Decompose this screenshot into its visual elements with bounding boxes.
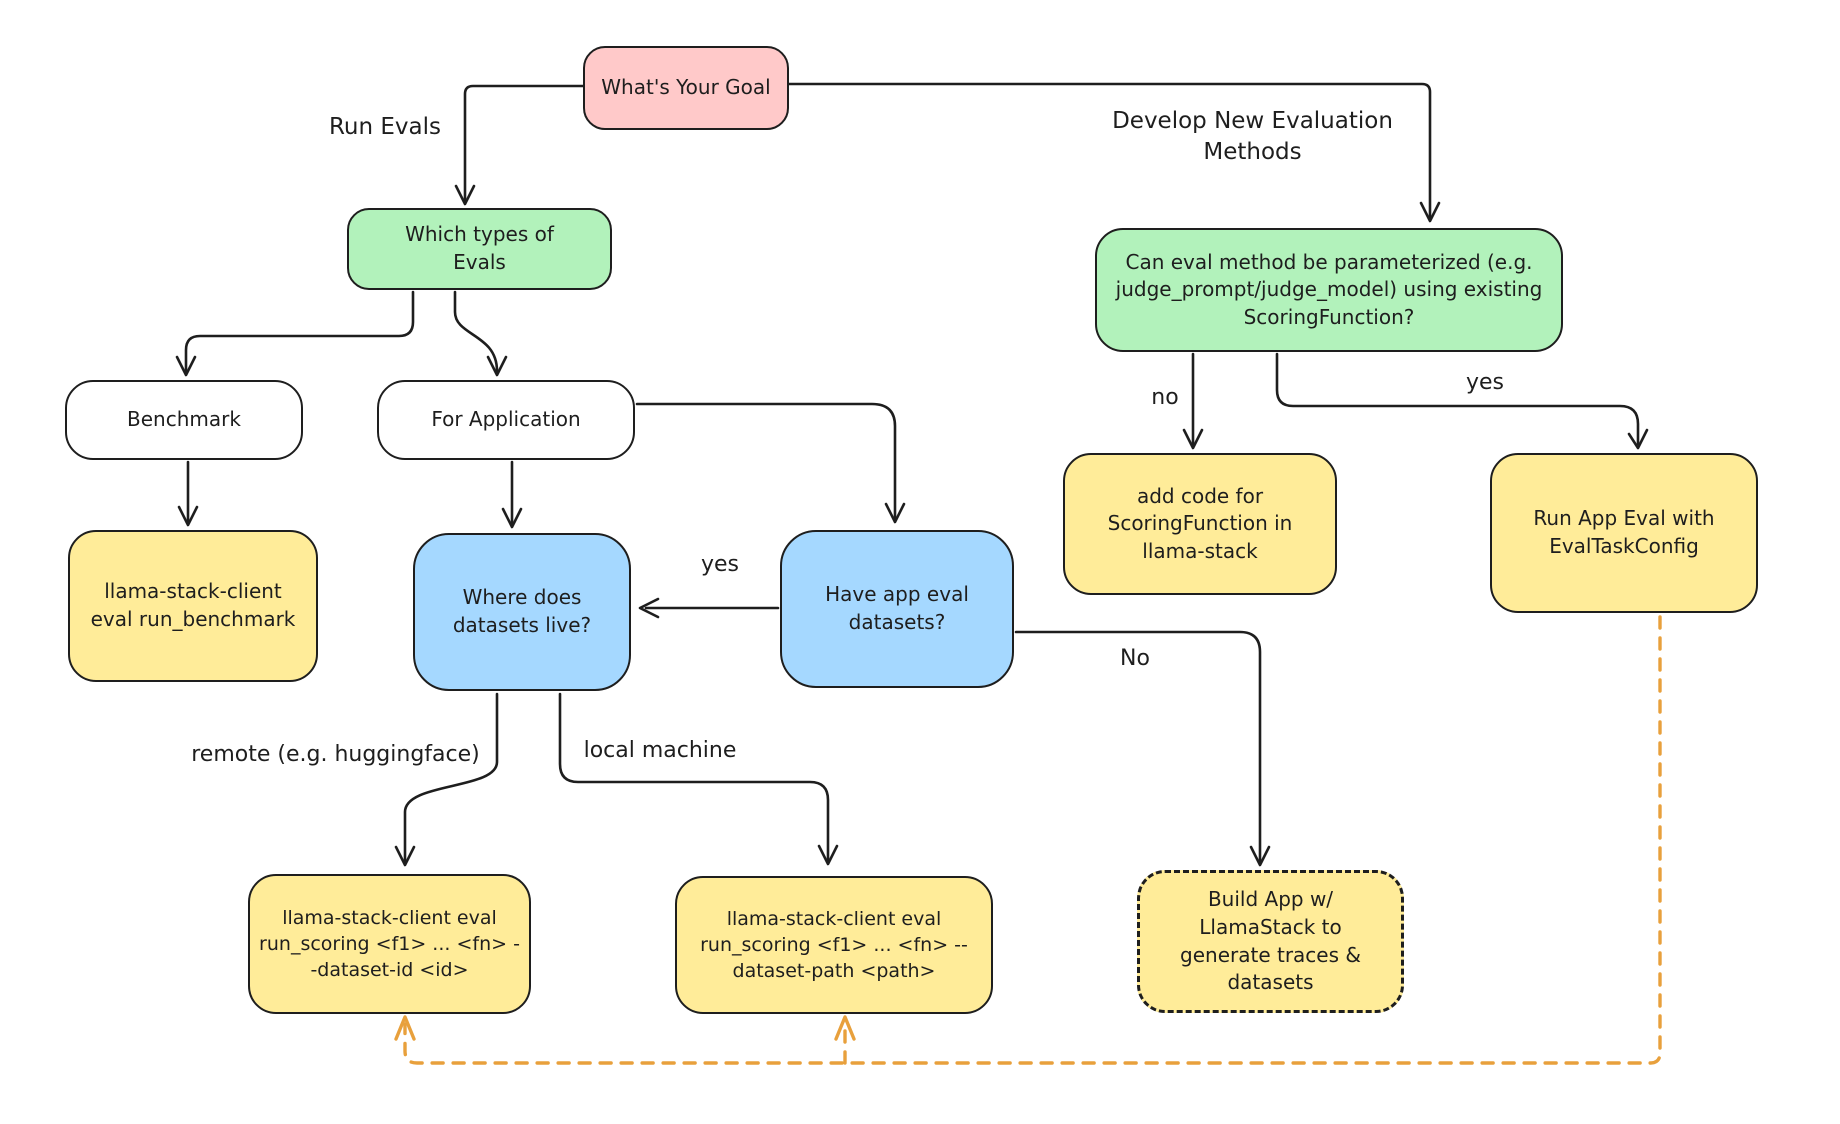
node-run-benchmark-command: llama-stack-client eval run_benchmark — [68, 530, 318, 682]
edge-label-yes-have-datasets: yes — [700, 552, 740, 577]
node-have-app-eval-datasets: Have app eval datasets? — [780, 530, 1014, 688]
node-can-eval-method-be-parameterized: Can eval method be parameterized (e.g. judge_prompt/judge_model) using existing ScoringFunction? — [1095, 228, 1563, 352]
edge-which-types-to-for-application — [455, 292, 506, 375]
edge-label-remote-huggingface: remote (e.g. huggingface) — [191, 742, 480, 767]
edge-goal-to-which-types — [456, 86, 583, 204]
edge-for-application-to-where-datasets — [503, 462, 521, 527]
node-build-app-with-llamastack: Build App w/ LlamaStack to generate traces & datasets — [1137, 870, 1404, 1013]
edge-label-no-have-datasets: No — [1120, 646, 1150, 671]
node-run-scoring-dataset-id-command: llama-stack-client eval run_scoring <f1> ... <fn> --dataset-id <id> — [248, 874, 531, 1014]
node-benchmark: Benchmark — [65, 380, 303, 460]
node-which-types-of-evals: Which types of Evals — [347, 208, 612, 290]
edge-benchmark-to-run-benchmark — [179, 462, 197, 525]
node-run-scoring-dataset-path-command: llama-stack-client eval run_scoring <f1> ... <fn> --dataset-path <path> — [675, 876, 993, 1014]
edge-label-local-machine: local machine — [583, 738, 737, 763]
edge-which-types-to-benchmark — [177, 292, 413, 375]
node-run-app-eval-with-evaltaskconfig: Run App Eval with EvalTaskConfig — [1490, 453, 1758, 613]
edge-label-develop-new-evaluation-methods: Develop New Evaluation Methods — [1112, 108, 1393, 166]
node-whats-your-goal: What's Your Goal — [583, 46, 789, 130]
edge-for-application-to-have-datasets — [637, 404, 904, 522]
edge-label-run-evals: Run Evals — [328, 114, 442, 140]
edge-have-datasets-to-where-datasets — [640, 599, 778, 617]
edge-where-datasets-to-run-scoring-path — [560, 694, 837, 864]
edge-label-no-parameterized: no — [1151, 385, 1179, 410]
node-where-does-datasets-live: Where does datasets live? — [413, 533, 631, 691]
edge-where-datasets-to-run-scoring-id — [396, 694, 497, 865]
node-add-code-for-scoringfunction: add code for ScoringFunction in llama-stack — [1063, 453, 1337, 595]
node-for-application: For Application — [377, 380, 635, 460]
edge-label-yes-parameterized: yes — [1465, 370, 1505, 395]
